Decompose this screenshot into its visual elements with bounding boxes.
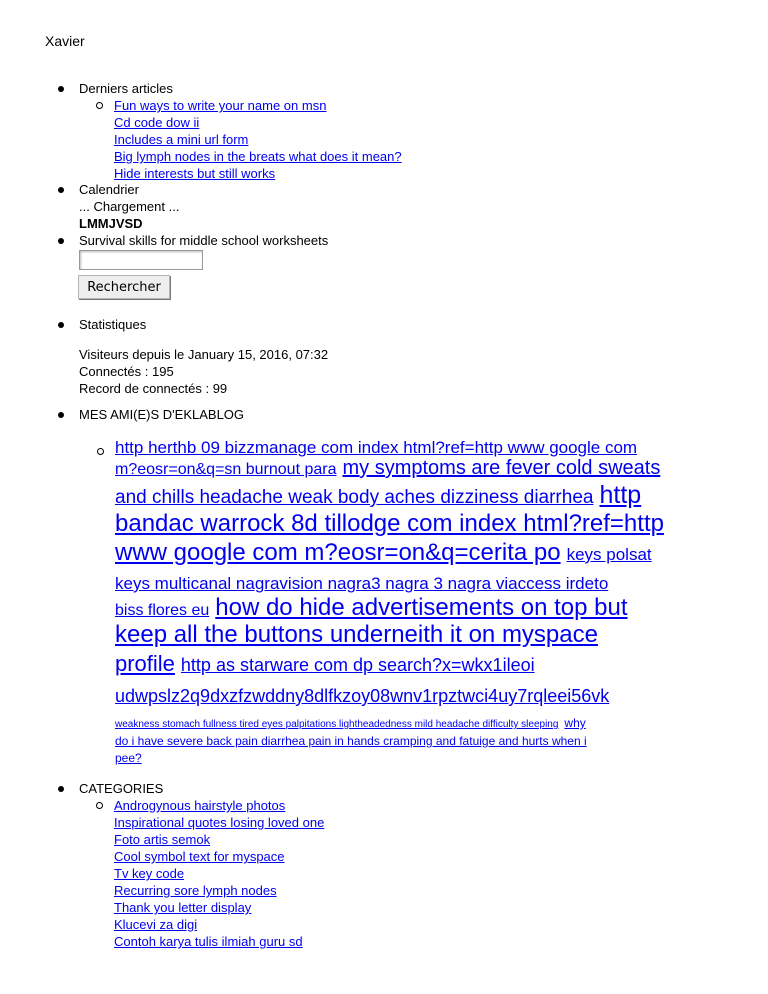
site-title: Xavier — [45, 33, 85, 49]
bullet-icon — [58, 412, 64, 418]
widget-title: MES AMI(E)S D'EKLABLOG — [79, 407, 245, 422]
widget-title: Survival skills for middle school worksheets — [79, 233, 329, 248]
friend-link[interactable]: http — [599, 481, 642, 509]
friend-link[interactable]: do i have severe back pain diarrhea pain in hands cramping and fatuige and hurts when i — [115, 734, 587, 748]
recent-article-link[interactable]: Big lymph nodes in the breats what does it mean? — [114, 149, 402, 164]
widget-title: Statistiques — [79, 317, 147, 332]
search-button[interactable]: Rechercher — [78, 275, 170, 299]
bullet-icon — [58, 786, 64, 792]
calendar-loading: ... Chargement ... — [79, 199, 180, 214]
circle-bullet-icon — [96, 102, 103, 109]
recent-articles-list — [114, 97, 402, 182]
friend-link[interactable]: http herthb 09 bizzmanage com index html?ref=http www google com — [115, 438, 638, 457]
friend-link[interactable]: weakness stomach fullness tired eyes palpitations lightheadedness mild headache difficulty sleeping — [115, 719, 559, 730]
friend-link[interactable]: my symptoms are fever cold sweats — [342, 457, 661, 479]
friend-link[interactable]: why — [564, 716, 586, 730]
bullet-icon — [58, 238, 64, 244]
recent-article-link[interactable]: Includes a mini url form — [114, 132, 249, 147]
category-link[interactable]: Contoh karya tulis ilmiah guru sd — [114, 934, 303, 949]
stats-visitors: Visiteurs depuis le January 15, 2016, 07:32 — [79, 347, 329, 362]
categories-list — [114, 797, 324, 950]
widget-title: CATEGORIES — [79, 781, 164, 796]
category-link[interactable]: Androgynous hairstyle photos — [114, 798, 286, 813]
friend-link[interactable]: keep all the buttons underneith it on myspace — [115, 621, 598, 648]
circle-bullet-icon — [96, 802, 103, 809]
stats-connected: Connectés : 195 — [79, 364, 174, 379]
friend-link[interactable]: m?eosr=on&q=sn burnout para — [115, 461, 337, 478]
friend-link[interactable]: http as starware com dp search?x=wkx1ileoi — [180, 655, 535, 675]
calendar-days: LMMJVSD — [79, 216, 143, 231]
recent-article-link[interactable]: Cd code dow ii — [114, 115, 200, 130]
widget-title: Calendrier — [79, 182, 139, 197]
category-link[interactable]: Cool symbol text for myspace — [114, 849, 285, 864]
friend-link[interactable]: and chills headache weak body aches dizziness diarrhea — [115, 487, 594, 508]
category-link[interactable]: Inspirational quotes losing loved one — [114, 815, 325, 830]
category-link[interactable]: Tv key code — [114, 866, 185, 881]
category-link[interactable]: Recurring sore lymph nodes — [114, 883, 277, 898]
friend-link[interactable]: www google com m?eosr=on&q=cerita po — [115, 539, 561, 566]
friend-link[interactable]: keys polsat — [566, 545, 652, 564]
friend-link[interactable]: how do hide advertisements on top but — [215, 594, 628, 621]
stats-block — [79, 346, 328, 397]
category-link[interactable]: Foto artis semok — [114, 832, 211, 847]
bullet-icon — [58, 322, 64, 328]
category-link[interactable]: Thank you letter display — [114, 900, 252, 915]
friend-link[interactable]: keys multicanal nagravision nagra3 nagra 3 nagra viaccess irdeto — [115, 574, 609, 593]
stats-record: Record de connectés : 99 — [79, 381, 228, 396]
friend-link[interactable]: biss flores eu — [115, 602, 210, 619]
search-input[interactable] — [79, 250, 203, 270]
bullet-icon — [58, 187, 64, 193]
friend-link[interactable]: bandac warrock 8d tillodge com index html?ref=http — [115, 510, 664, 537]
recent-article-link[interactable]: Hide interests but still works — [114, 166, 276, 181]
category-link[interactable]: Klucevi za digi — [114, 917, 198, 932]
circle-bullet-icon — [97, 448, 104, 455]
recent-article-link[interactable]: Fun ways to write your name on msn — [114, 98, 327, 113]
friend-link[interactable]: udwpslz2q9dxzfzwddny8dlfkzoy08wnv1rpztwci4uy7rqleei56vk — [115, 686, 610, 706]
friend-link[interactable]: pee? — [115, 751, 142, 765]
bullet-icon — [58, 86, 64, 92]
widget-title: Derniers articles — [79, 81, 173, 96]
friend-link[interactable]: profile — [115, 651, 175, 676]
